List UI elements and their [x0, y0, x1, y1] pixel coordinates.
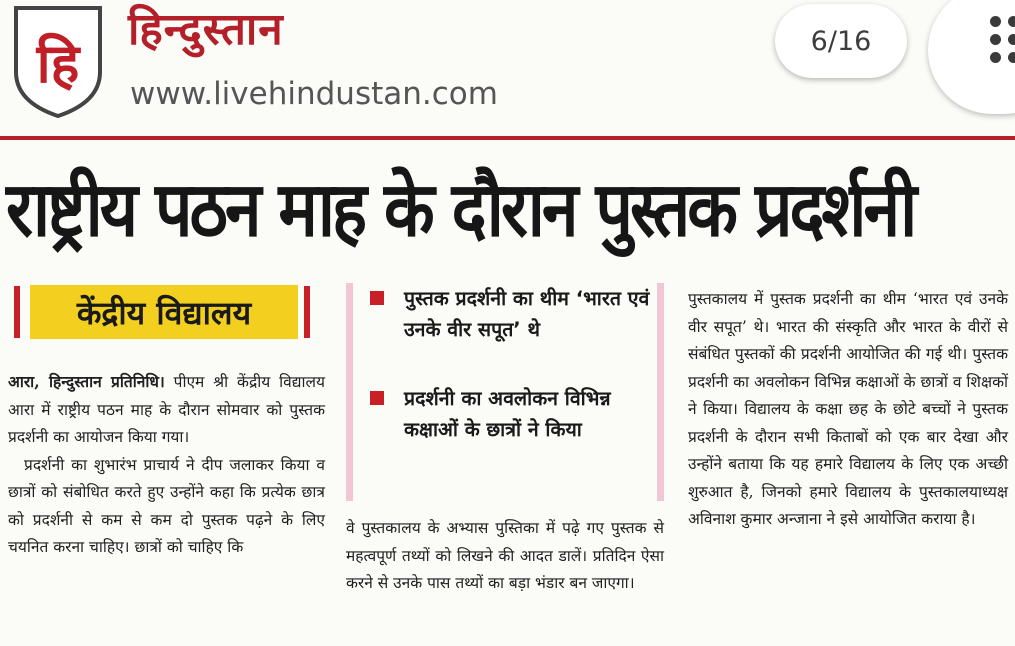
page-counter-badge	[775, 4, 907, 78]
shield-logo-icon	[10, 2, 106, 120]
headline-area	[0, 150, 1015, 270]
column3-para1: पुस्तकालय में पुस्तक प्रदर्शनी का थीम ‘भारत एवं उनके वीर सपूत’ थे। भारत की संस्कृति और भारत के वीरों से संबंधित पुस्तकों की प्रदर्शनी आयोजित की गई थी। पुस्तक प्रदर्शनी का अवलोकन विभिन्न कक्षाओं के छात्रों व शिक्षकों ने किया। विद्यालय के कक्षा छह के छोटे बच्चों ने पुस्तक प्रदर्शनी के दौरान सभी किताबों को एक बार देखा और उन्होंने बताया कि यह हमारे विद्यालय के लिए एक अच्छी शुरुआत है, जिनको हमारे विद्यालय के पुस्तकालयाध्यक्ष अविनाश कुमार अन्जाना ने इसे आयोजित कराया है।	[688, 290, 1008, 528]
page-counter-text: 6/16	[810, 25, 872, 57]
section-label: केंद्रीय विद्यालय	[30, 285, 298, 339]
article-column-2	[346, 515, 664, 598]
highlights-left-bar	[346, 283, 353, 501]
highlight-text: प्रदर्शनी का अवलोकन विभिन्न कक्षाओं के छात्रों ने किया	[404, 387, 611, 441]
brand-url: www.livehindustan.com	[130, 76, 498, 112]
brand-name: हिन्दुस्तान	[128, 4, 284, 55]
article-column-1	[8, 368, 325, 562]
highlight-item	[370, 383, 650, 445]
column1-para1: पीएम श्री केंद्रीय विद्यालय आरा में राष्ट्रीय पठन माह के दौरान सोमवार को पुस्तक प्रदर्शनी का आयोजन किया गया।	[8, 373, 325, 446]
dateline: आरा, हिन्दुस्तान प्रतिनिधि।	[8, 372, 165, 391]
logo-glyph: हि	[36, 32, 80, 95]
highlights-box	[346, 283, 664, 501]
highlight-item	[370, 283, 650, 345]
header-divider	[0, 136, 1015, 140]
bullet-square-icon	[370, 391, 384, 405]
article-headline: राष्ट्रीय पठन माह के दौरान पुस्तक प्रदर्शनी	[6, 165, 915, 254]
article-column-3	[688, 286, 1008, 534]
column1-para2: प्रदर्शनी का शुभारंभ प्राचार्य ने दीप जलाकर किया व छात्रों को संबोधित करते हुए उन्होंने कहा कि प्रत्येक छात्र को प्रदर्शनी से कम से कम दो पुस्तक पढ़ने के लिए चयनित करना चाहिए। छात्रों को चाहिए कि	[8, 455, 325, 556]
section-label-left-bar	[14, 286, 20, 338]
bullet-square-icon	[370, 291, 384, 305]
hindustan-logo	[10, 2, 106, 120]
grid-menu-button[interactable]	[928, 0, 1015, 114]
highlight-text: पुस्तक प्रदर्शनी का थीम ‘भारत एवं उनके वीर सपूत’ थे	[404, 287, 650, 341]
section-label-right-bar	[304, 286, 310, 338]
column2-para1: वे पुस्तकालय के अभ्यास पुस्तिका में पढ़े गए पुस्तक से महत्वपूर्ण तथ्यों को लिखने की आदत डालें। प्रतिदिन ऐसा करने से उनके पास तथ्यों का बड़ा भंडार बन जाएगा।	[346, 519, 664, 592]
highlights-right-bar	[657, 283, 664, 501]
